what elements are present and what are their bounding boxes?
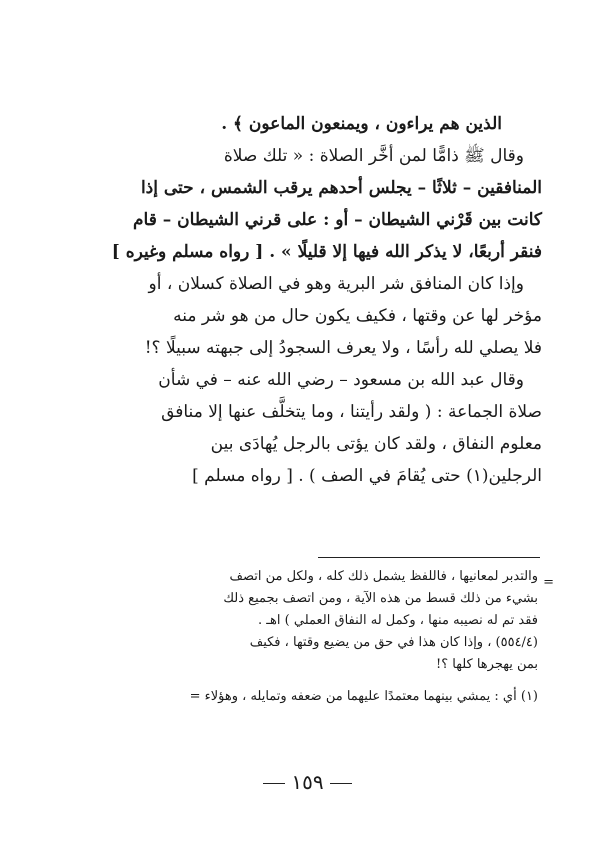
footnote-line: والتدبر لمعانيها ، فاللفظ يشمل ذلك كله ، ولكل من اتصف (229, 569, 538, 584)
main-text (82, 108, 542, 492)
text-line: كانت بين قَرْني الشيطان – أو : على قرني الشيطان – قام (132, 210, 542, 230)
footnote-number: (١) (520, 689, 538, 704)
text-line: الذين هم يراءون ، ويمنعون الماعون ﴾ . (221, 114, 502, 134)
page-number-dash (263, 783, 285, 784)
text-line: وقال ﷺ ذامًّا لمن أخَّر الصلاة : « تلك صلاة (223, 146, 524, 166)
footnote-line: بمن يهجرها كلها ؟! (436, 657, 538, 672)
footnote-line: بشيء من ذلك قسط من هذه الآية ، ومن اتصف بجميع ذلك (223, 591, 538, 606)
continuation-mark: = (543, 575, 554, 590)
text-line: صلاة الجماعة : ( ولقد رأيتنا ، وما يتخلَّف عنها إلا منافق (161, 402, 542, 422)
text-line: فلا يصلي لله رأسًا ، ولا يعرف السجودُ إلى جبهته سبيلًا ؟! (144, 338, 542, 358)
text-line: فنقر أربعًا، لا يذكر الله فيها إلا قليلًا » . [ رواه مسلم وغيره ] (111, 242, 542, 262)
footnote-line: (٥٥٤/٤) ، وإذا كان هذا في حق من يضيع وقتها ، فكيف (249, 635, 538, 650)
footnote-line: فقد تم له نصيبه منها ، وكمل له النفاق العملي ) اهـ . (257, 613, 538, 628)
text-line: مؤخر لها عن وقتها ، فكيف يكون حال من هو شر منه (173, 306, 542, 326)
page-number-value: ١٥٩ (291, 770, 324, 794)
text-line: الرجلين(١) حتى يُقامَ في الصف ) . [ رواه مسلم ] (192, 466, 542, 486)
footnotes (110, 566, 554, 708)
page-number-dash (330, 783, 352, 784)
text-line: معلوم النفاق ، ولقد كان يؤتى بالرجل يُهادَى بين (210, 434, 542, 454)
page-number (0, 770, 615, 794)
footnote-note (110, 686, 538, 708)
text-line: وقال عبد الله بن مسعود – رضي الله عنه – في شأن (158, 370, 524, 390)
text-line: المنافقين – ثلاثًا – يجلس أحدهم يرقب الشمس ، حتى إذا (140, 178, 542, 198)
text-line: وإذا كان المنافق شر البرية وهو في الصلاة كسلان ، أو (148, 274, 524, 294)
footnote-text: أي : يمشي بينهما معتمدًا عليهما من ضعفه وتمايله ، وهؤلاء = (189, 689, 517, 704)
footnote-divider (318, 557, 540, 558)
